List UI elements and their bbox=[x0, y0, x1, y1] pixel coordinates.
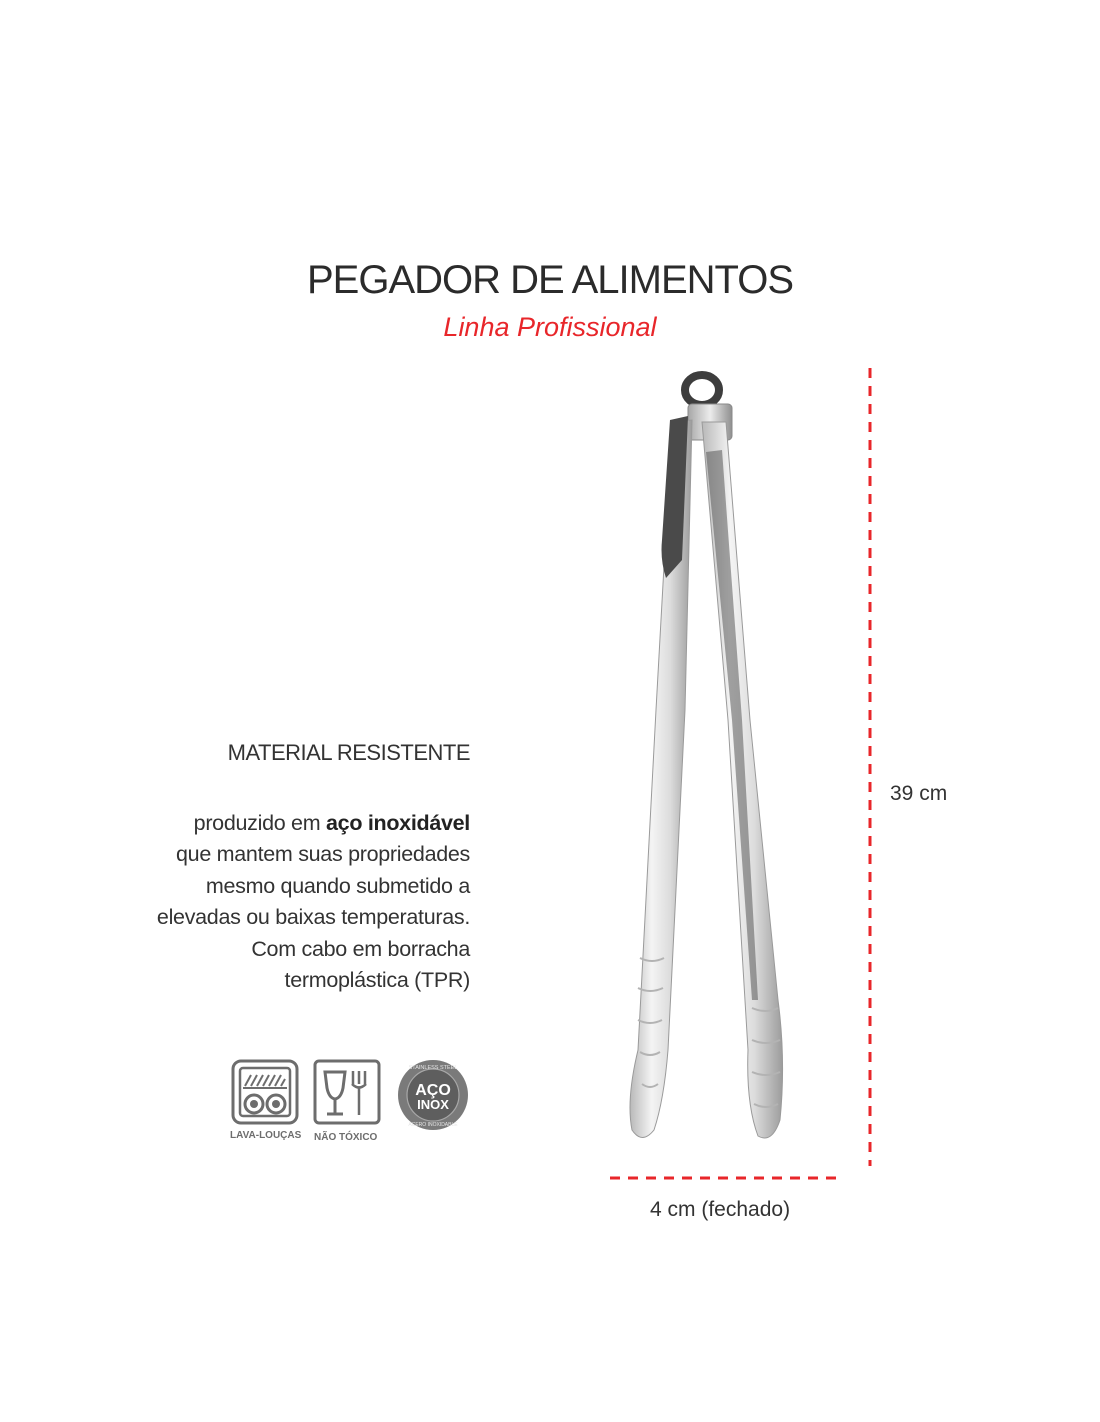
feature-heading: MATERIAL RESISTENTE bbox=[227, 740, 470, 765]
seal-ring-bottom-text: ACERO INOXIDABLE bbox=[408, 1122, 458, 1128]
feature-description bbox=[70, 808, 470, 996]
feature-line: mesmo quando submetido a bbox=[205, 873, 470, 898]
product-image-tongs bbox=[580, 360, 840, 1150]
feature-line: elevadas ou baixas temperaturas. bbox=[156, 905, 470, 930]
width-dimension-label: 4 cm (fechado) bbox=[650, 1198, 791, 1221]
non-toxic-label: NÃO TÓXICO bbox=[314, 1132, 378, 1143]
non-toxic-icon bbox=[312, 1058, 382, 1128]
feature-line: que mantem suas propriedades bbox=[176, 842, 470, 867]
seal-ring-top-text: STAINLESS STEEL bbox=[408, 1065, 458, 1071]
feature-text: produzido em bbox=[193, 811, 327, 835]
feature-line bbox=[70, 808, 470, 839]
feature-badges bbox=[230, 1058, 480, 1148]
height-dimension-line bbox=[868, 368, 872, 1166]
product-title: PEGADOR DE ALIMENTOS bbox=[306, 258, 794, 302]
feature-highlight: aço inoxidável bbox=[326, 811, 470, 835]
product-subtitle: Linha Profissional bbox=[443, 312, 657, 342]
seal-text-line2: INOX bbox=[417, 1097, 449, 1112]
feature-line: Com cabo em borracha bbox=[251, 936, 470, 961]
dishwasher-label: LAVA-LOUÇAS bbox=[230, 1130, 302, 1141]
height-dimension-label: 39 cm bbox=[890, 782, 948, 805]
feature-line: termoplástica (TPR) bbox=[284, 968, 470, 993]
stainless-steel-seal-icon bbox=[396, 1058, 470, 1132]
dishwasher-icon bbox=[230, 1058, 300, 1128]
seal-text-line1: AÇO bbox=[415, 1082, 451, 1099]
width-dimension-line bbox=[610, 1175, 842, 1181]
